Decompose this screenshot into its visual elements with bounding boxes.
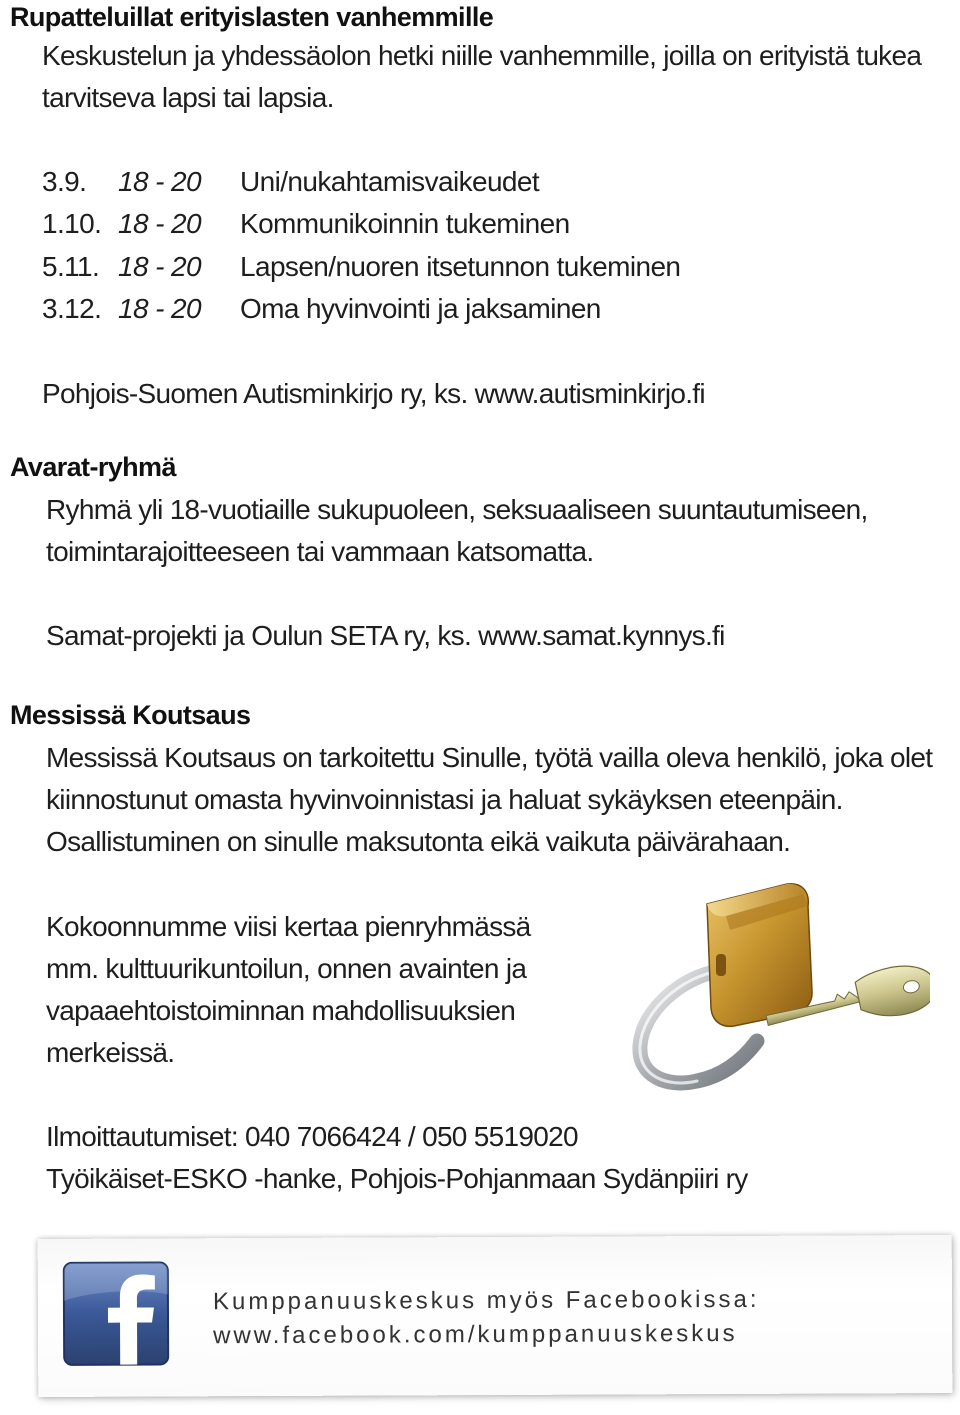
schedule-time: 18 - 20 [118, 166, 201, 197]
facebook-banner [38, 1235, 953, 1397]
section3-detail-line2: mm. kulttuurikuntoilun, onnen avainten ja [46, 953, 527, 984]
contact-organizer: Työikäiset-ESKO -hanke, Pohjois-Pohjanmaan Sydänpiiri ry [46, 1163, 748, 1194]
facebook-promo-text: Kumppanuuskeskus myös Facebookissa: [212, 1285, 760, 1316]
schedule-date: 1.10. [42, 208, 102, 239]
schedule-topic: Uni/nukahtamisvaikeudet [240, 166, 540, 197]
schedule-topic: Kommunikoinnin tukeminen [240, 208, 570, 239]
schedule-topic: Lapsen/nuoren itsetunnon tukeminen [240, 251, 681, 282]
schedule-time: 18 - 20 [118, 251, 201, 282]
schedule-date: 3.12. [42, 293, 102, 324]
section3-detail-line4: merkeissä. [46, 1037, 175, 1068]
section2-description-line2: toimintarajoitteeseen tai vammaan katsomatta. [46, 536, 594, 567]
section-title-messissa-koutsaus: Messissä Koutsaus [10, 700, 251, 730]
section1-description-line1: Keskustelun ja yhdessäolon hetki niille vanhemmille, joilla on erityistä tukea [42, 40, 922, 71]
section3-detail-line3: vapaaehtoistoiminnan mahdollisuuksien [46, 995, 516, 1026]
section3-description-line2: kiinnostunut omasta hyvinvoinnistasi ja haluat sykäyksen eteenpäin. [46, 784, 843, 815]
section3-detail-line1: Kokoonnumme viisi kertaa pienryhmässä [46, 911, 531, 942]
schedule-row [0, 166, 960, 206]
section2-description-line1: Ryhmä yli 18-vuotiaille sukupuoleen, seksuaaliseen suuntautumiseen, [46, 494, 868, 525]
section-title-rupatteluillat: Rupatteluillat erityislasten vanhemmille [10, 2, 494, 32]
section2-organizer: Samat-projekti ja Oulun SETA ry, ks. www.samat.kynnys.fi [46, 620, 725, 651]
schedule-row [0, 251, 960, 291]
facebook-url-link[interactable]: www.facebook.com/kumppanuuskeskus [213, 1319, 738, 1350]
schedule-row [0, 293, 960, 333]
schedule-time: 18 - 20 [118, 293, 201, 324]
schedule-time: 18 - 20 [118, 208, 201, 239]
schedule-date: 5.11. [42, 251, 100, 282]
section3-description-line1: Messissä Koutsaus on tarkoitettu Sinulle, työtä vailla oleva henkilö, joka olet [46, 742, 933, 773]
facebook-logo-icon[interactable] [62, 1260, 170, 1366]
schedule-topic: Oma hyvinvointi ja jaksaminen [240, 293, 601, 324]
section1-organizer: Pohjois-Suomen Autisminkirjo ry, ks. www.autisminkirjo.fi [42, 378, 705, 409]
section-title-avarat-ryhma: Avarat-ryhmä [10, 452, 176, 482]
contact-phone-numbers: Ilmoittautumiset: 040 7066424 / 050 5519020 [46, 1121, 578, 1152]
schedule-row [0, 208, 960, 248]
section3-description-line3: Osallistuminen on sinulle maksutonta eikä vaikuta päivärahaan. [46, 826, 791, 857]
padlock-key-icon [612, 876, 930, 1098]
schedule-date: 3.9. [42, 166, 87, 197]
section1-description-line2: tarvitseva lapsi tai lapsia. [42, 82, 334, 113]
